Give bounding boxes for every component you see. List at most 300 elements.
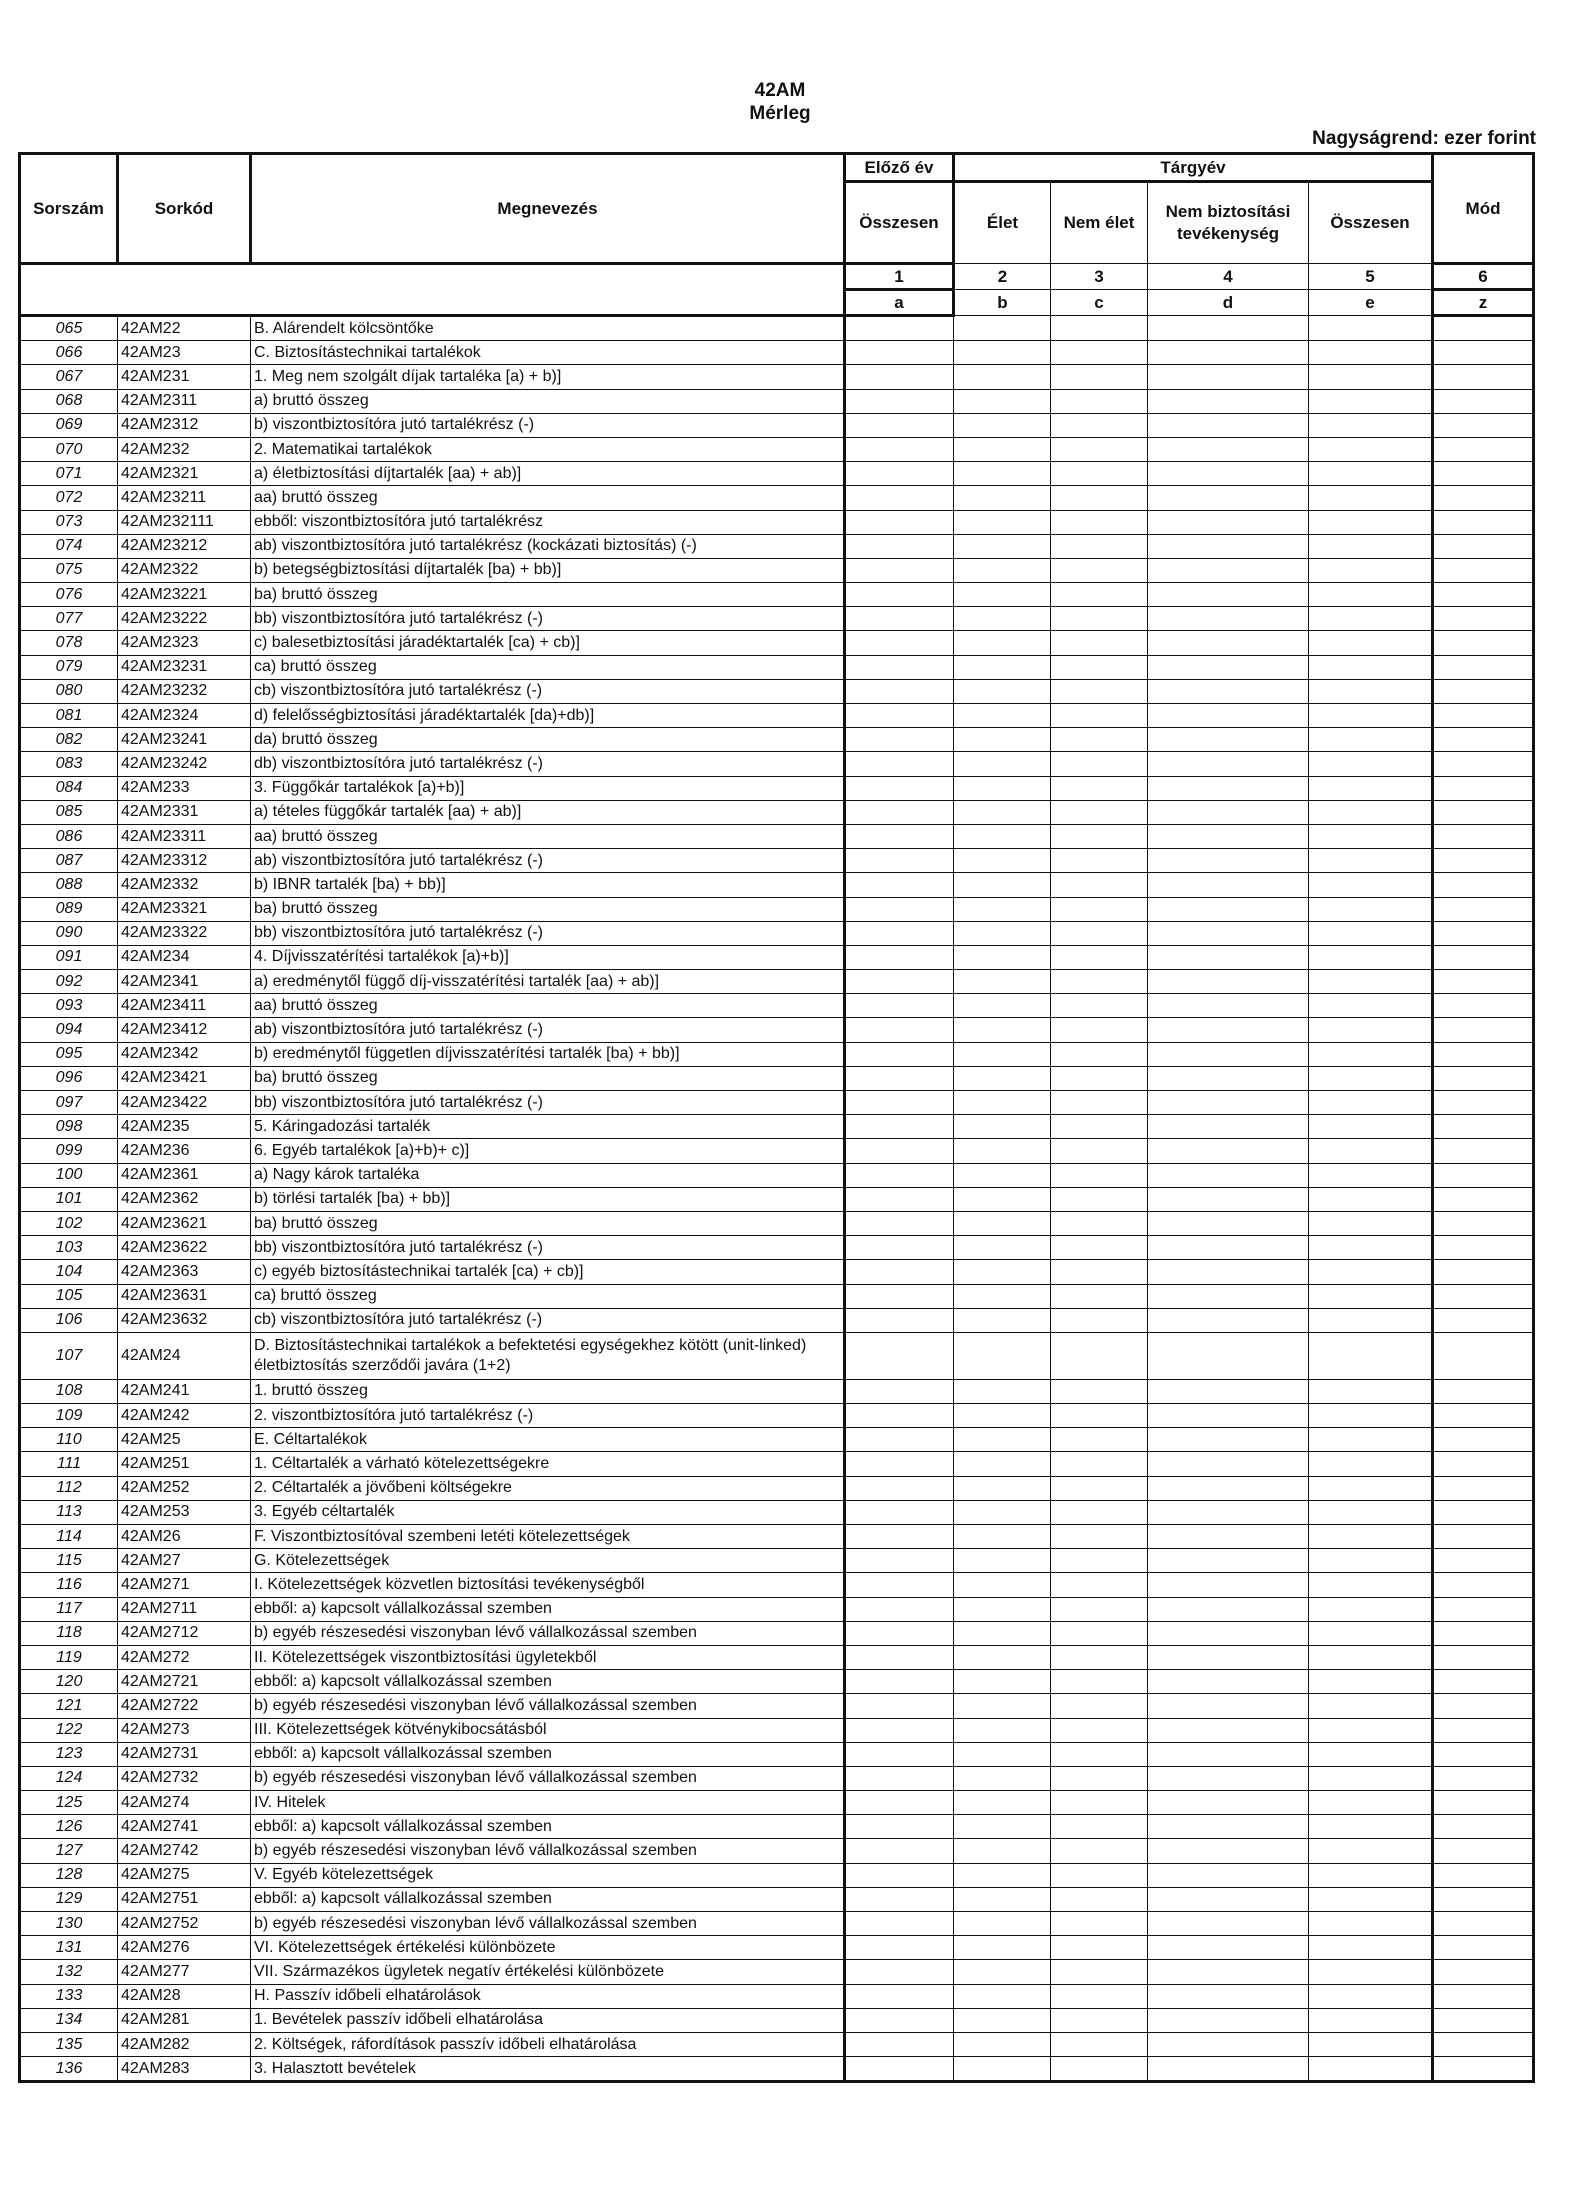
- value-total[interactable]: [1309, 1960, 1433, 1984]
- value-nonlife[interactable]: [1051, 2057, 1148, 2082]
- value-prev-total[interactable]: [845, 1525, 954, 1549]
- value-nonlife[interactable]: [1051, 897, 1148, 921]
- value-mod[interactable]: [1433, 1260, 1534, 1284]
- value-prev-total[interactable]: [845, 1766, 954, 1790]
- value-total[interactable]: [1309, 1236, 1433, 1260]
- value-nonlife[interactable]: [1051, 1597, 1148, 1621]
- value-mod[interactable]: [1433, 1042, 1534, 1066]
- value-prev-total[interactable]: [845, 994, 954, 1018]
- value-mod[interactable]: [1433, 1597, 1534, 1621]
- value-mod[interactable]: [1433, 1645, 1534, 1669]
- value-total[interactable]: [1309, 1042, 1433, 1066]
- value-nonlife[interactable]: [1051, 1404, 1148, 1428]
- value-mod[interactable]: [1433, 1573, 1534, 1597]
- value-nonlife[interactable]: [1051, 1260, 1148, 1284]
- value-mod[interactable]: [1433, 2008, 1534, 2032]
- value-life[interactable]: [954, 679, 1051, 703]
- value-life[interactable]: [954, 1645, 1051, 1669]
- value-prev-total[interactable]: [845, 607, 954, 631]
- value-total[interactable]: [1309, 1163, 1433, 1187]
- value-nonins[interactable]: [1148, 1187, 1309, 1211]
- value-prev-total[interactable]: [845, 1379, 954, 1403]
- value-total[interactable]: [1309, 728, 1433, 752]
- value-prev-total[interactable]: [845, 1260, 954, 1284]
- value-prev-total[interactable]: [845, 1549, 954, 1573]
- value-total[interactable]: [1309, 970, 1433, 994]
- value-prev-total[interactable]: [845, 1139, 954, 1163]
- value-prev-total[interactable]: [845, 800, 954, 824]
- value-mod[interactable]: [1433, 1379, 1534, 1403]
- value-nonlife[interactable]: [1051, 1042, 1148, 1066]
- value-nonlife[interactable]: [1051, 849, 1148, 873]
- value-nonlife[interactable]: [1051, 752, 1148, 776]
- value-mod[interactable]: [1433, 413, 1534, 437]
- value-nonins[interactable]: [1148, 655, 1309, 679]
- value-total[interactable]: [1309, 1766, 1433, 1790]
- value-life[interactable]: [954, 558, 1051, 582]
- value-nonlife[interactable]: [1051, 1139, 1148, 1163]
- value-life[interactable]: [954, 437, 1051, 461]
- value-nonins[interactable]: [1148, 1163, 1309, 1187]
- value-prev-total[interactable]: [845, 1718, 954, 1742]
- value-nonlife[interactable]: [1051, 1476, 1148, 1500]
- value-mod[interactable]: [1433, 1549, 1534, 1573]
- value-nonlife[interactable]: [1051, 1066, 1148, 1090]
- value-nonlife[interactable]: [1051, 341, 1148, 365]
- value-prev-total[interactable]: [845, 776, 954, 800]
- value-prev-total[interactable]: [845, 631, 954, 655]
- value-nonlife[interactable]: [1051, 1670, 1148, 1694]
- value-mod[interactable]: [1433, 704, 1534, 728]
- value-total[interactable]: [1309, 679, 1433, 703]
- value-nonins[interactable]: [1148, 2008, 1309, 2032]
- value-nonlife[interactable]: [1051, 486, 1148, 510]
- value-nonlife[interactable]: [1051, 631, 1148, 655]
- value-nonlife[interactable]: [1051, 365, 1148, 389]
- value-life[interactable]: [954, 1379, 1051, 1403]
- value-life[interactable]: [954, 389, 1051, 413]
- value-prev-total[interactable]: [845, 1936, 954, 1960]
- value-prev-total[interactable]: [845, 1187, 954, 1211]
- value-mod[interactable]: [1433, 824, 1534, 848]
- value-prev-total[interactable]: [845, 1236, 954, 1260]
- value-total[interactable]: [1309, 1863, 1433, 1887]
- value-life[interactable]: [954, 704, 1051, 728]
- value-prev-total[interactable]: [845, 1284, 954, 1308]
- value-total[interactable]: [1309, 1066, 1433, 1090]
- value-nonlife[interactable]: [1051, 1428, 1148, 1452]
- value-mod[interactable]: [1433, 1211, 1534, 1235]
- value-life[interactable]: [954, 510, 1051, 534]
- value-nonins[interactable]: [1148, 389, 1309, 413]
- value-life[interactable]: [954, 1476, 1051, 1500]
- value-total[interactable]: [1309, 655, 1433, 679]
- value-life[interactable]: [954, 462, 1051, 486]
- value-life[interactable]: [954, 1066, 1051, 1090]
- value-mod[interactable]: [1433, 728, 1534, 752]
- value-nonins[interactable]: [1148, 1718, 1309, 1742]
- value-total[interactable]: [1309, 1428, 1433, 1452]
- value-nonins[interactable]: [1148, 945, 1309, 969]
- value-mod[interactable]: [1433, 1525, 1534, 1549]
- value-nonins[interactable]: [1148, 1815, 1309, 1839]
- value-nonins[interactable]: [1148, 1139, 1309, 1163]
- value-life[interactable]: [954, 1284, 1051, 1308]
- value-prev-total[interactable]: [845, 1621, 954, 1645]
- value-nonlife[interactable]: [1051, 679, 1148, 703]
- value-nonlife[interactable]: [1051, 1379, 1148, 1403]
- value-nonlife[interactable]: [1051, 1815, 1148, 1839]
- value-nonins[interactable]: [1148, 1645, 1309, 1669]
- value-mod[interactable]: [1433, 583, 1534, 607]
- value-total[interactable]: [1309, 1912, 1433, 1936]
- value-life[interactable]: [954, 728, 1051, 752]
- value-total[interactable]: [1309, 1379, 1433, 1403]
- value-nonlife[interactable]: [1051, 1549, 1148, 1573]
- value-total[interactable]: [1309, 2057, 1433, 2082]
- value-nonins[interactable]: [1148, 1211, 1309, 1235]
- value-total[interactable]: [1309, 462, 1433, 486]
- value-prev-total[interactable]: [845, 2057, 954, 2082]
- value-mod[interactable]: [1433, 1500, 1534, 1524]
- value-total[interactable]: [1309, 752, 1433, 776]
- value-life[interactable]: [954, 1791, 1051, 1815]
- value-mod[interactable]: [1433, 1236, 1534, 1260]
- value-life[interactable]: [954, 1211, 1051, 1235]
- value-life[interactable]: [954, 752, 1051, 776]
- value-total[interactable]: [1309, 510, 1433, 534]
- value-nonins[interactable]: [1148, 1936, 1309, 1960]
- value-life[interactable]: [954, 2057, 1051, 2082]
- value-nonins[interactable]: [1148, 1404, 1309, 1428]
- value-mod[interactable]: [1433, 316, 1534, 341]
- value-life[interactable]: [954, 1308, 1051, 1332]
- value-total[interactable]: [1309, 776, 1433, 800]
- value-nonins[interactable]: [1148, 752, 1309, 776]
- value-nonlife[interactable]: [1051, 1500, 1148, 1524]
- value-prev-total[interactable]: [845, 1452, 954, 1476]
- value-prev-total[interactable]: [845, 849, 954, 873]
- value-nonins[interactable]: [1148, 1091, 1309, 1115]
- value-total[interactable]: [1309, 1645, 1433, 1669]
- value-nonins[interactable]: [1148, 316, 1309, 341]
- value-life[interactable]: [954, 607, 1051, 631]
- value-nonlife[interactable]: [1051, 413, 1148, 437]
- value-prev-total[interactable]: [845, 558, 954, 582]
- value-total[interactable]: [1309, 631, 1433, 655]
- value-nonlife[interactable]: [1051, 994, 1148, 1018]
- value-nonlife[interactable]: [1051, 1187, 1148, 1211]
- value-total[interactable]: [1309, 2032, 1433, 2056]
- value-nonlife[interactable]: [1051, 1984, 1148, 2008]
- value-nonlife[interactable]: [1051, 583, 1148, 607]
- value-mod[interactable]: [1433, 1284, 1534, 1308]
- value-mod[interactable]: [1433, 1742, 1534, 1766]
- value-nonlife[interactable]: [1051, 1115, 1148, 1139]
- value-mod[interactable]: [1433, 752, 1534, 776]
- value-nonlife[interactable]: [1051, 1525, 1148, 1549]
- value-total[interactable]: [1309, 1984, 1433, 2008]
- value-total[interactable]: [1309, 607, 1433, 631]
- value-nonlife[interactable]: [1051, 1236, 1148, 1260]
- value-mod[interactable]: [1433, 1187, 1534, 1211]
- value-nonlife[interactable]: [1051, 1742, 1148, 1766]
- value-life[interactable]: [954, 1912, 1051, 1936]
- value-nonins[interactable]: [1148, 486, 1309, 510]
- value-mod[interactable]: [1433, 2032, 1534, 2056]
- value-prev-total[interactable]: [845, 1645, 954, 1669]
- value-mod[interactable]: [1433, 437, 1534, 461]
- value-prev-total[interactable]: [845, 1960, 954, 1984]
- value-mod[interactable]: [1433, 1018, 1534, 1042]
- value-life[interactable]: [954, 824, 1051, 848]
- value-mod[interactable]: [1433, 776, 1534, 800]
- value-prev-total[interactable]: [845, 728, 954, 752]
- value-prev-total[interactable]: [845, 1428, 954, 1452]
- value-mod[interactable]: [1433, 462, 1534, 486]
- value-total[interactable]: [1309, 1260, 1433, 1284]
- value-total[interactable]: [1309, 849, 1433, 873]
- value-total[interactable]: [1309, 1115, 1433, 1139]
- value-life[interactable]: [954, 945, 1051, 969]
- value-nonins[interactable]: [1148, 970, 1309, 994]
- value-total[interactable]: [1309, 1452, 1433, 1476]
- value-mod[interactable]: [1433, 510, 1534, 534]
- value-life[interactable]: [954, 800, 1051, 824]
- value-nonins[interactable]: [1148, 583, 1309, 607]
- value-prev-total[interactable]: [845, 897, 954, 921]
- value-life[interactable]: [954, 776, 1051, 800]
- value-nonins[interactable]: [1148, 776, 1309, 800]
- value-mod[interactable]: [1433, 1452, 1534, 1476]
- value-nonins[interactable]: [1148, 1670, 1309, 1694]
- value-nonlife[interactable]: [1051, 1718, 1148, 1742]
- value-life[interactable]: [954, 1766, 1051, 1790]
- value-nonins[interactable]: [1148, 897, 1309, 921]
- value-prev-total[interactable]: [845, 824, 954, 848]
- value-life[interactable]: [954, 921, 1051, 945]
- value-life[interactable]: [954, 1428, 1051, 1452]
- value-mod[interactable]: [1433, 486, 1534, 510]
- value-nonins[interactable]: [1148, 1379, 1309, 1403]
- value-prev-total[interactable]: [845, 1573, 954, 1597]
- value-life[interactable]: [954, 316, 1051, 341]
- value-nonins[interactable]: [1148, 558, 1309, 582]
- value-prev-total[interactable]: [845, 1839, 954, 1863]
- value-mod[interactable]: [1433, 1912, 1534, 1936]
- value-total[interactable]: [1309, 389, 1433, 413]
- value-prev-total[interactable]: [845, 462, 954, 486]
- value-mod[interactable]: [1433, 849, 1534, 873]
- value-total[interactable]: [1309, 437, 1433, 461]
- value-total[interactable]: [1309, 1597, 1433, 1621]
- value-nonins[interactable]: [1148, 1428, 1309, 1452]
- value-life[interactable]: [954, 1260, 1051, 1284]
- value-nonlife[interactable]: [1051, 1839, 1148, 1863]
- value-prev-total[interactable]: [845, 1887, 954, 1911]
- value-prev-total[interactable]: [845, 341, 954, 365]
- value-nonlife[interactable]: [1051, 1308, 1148, 1332]
- value-nonins[interactable]: [1148, 1452, 1309, 1476]
- value-nonins[interactable]: [1148, 1839, 1309, 1863]
- value-nonins[interactable]: [1148, 704, 1309, 728]
- value-nonlife[interactable]: [1051, 1766, 1148, 1790]
- value-nonins[interactable]: [1148, 1573, 1309, 1597]
- value-nonlife[interactable]: [1051, 1936, 1148, 1960]
- value-nonins[interactable]: [1148, 1236, 1309, 1260]
- value-nonins[interactable]: [1148, 1549, 1309, 1573]
- value-nonins[interactable]: [1148, 1694, 1309, 1718]
- value-mod[interactable]: [1433, 1815, 1534, 1839]
- value-mod[interactable]: [1433, 1308, 1534, 1332]
- value-total[interactable]: [1309, 365, 1433, 389]
- value-prev-total[interactable]: [845, 2032, 954, 2056]
- value-nonlife[interactable]: [1051, 655, 1148, 679]
- value-prev-total[interactable]: [845, 1042, 954, 1066]
- value-nonlife[interactable]: [1051, 462, 1148, 486]
- value-nonlife[interactable]: [1051, 1791, 1148, 1815]
- value-prev-total[interactable]: [845, 679, 954, 703]
- value-prev-total[interactable]: [845, 389, 954, 413]
- value-total[interactable]: [1309, 1091, 1433, 1115]
- value-prev-total[interactable]: [845, 1500, 954, 1524]
- value-nonins[interactable]: [1148, 341, 1309, 365]
- value-mod[interactable]: [1433, 679, 1534, 703]
- value-nonins[interactable]: [1148, 800, 1309, 824]
- value-life[interactable]: [954, 1597, 1051, 1621]
- value-nonins[interactable]: [1148, 1912, 1309, 1936]
- value-prev-total[interactable]: [845, 1912, 954, 1936]
- value-prev-total[interactable]: [845, 1597, 954, 1621]
- value-prev-total[interactable]: [845, 1815, 954, 1839]
- value-mod[interactable]: [1433, 945, 1534, 969]
- value-life[interactable]: [954, 341, 1051, 365]
- value-nonins[interactable]: [1148, 1621, 1309, 1645]
- value-nonlife[interactable]: [1051, 316, 1148, 341]
- value-life[interactable]: [954, 849, 1051, 873]
- value-prev-total[interactable]: [845, 655, 954, 679]
- value-nonlife[interactable]: [1051, 1621, 1148, 1645]
- value-nonlife[interactable]: [1051, 945, 1148, 969]
- value-nonins[interactable]: [1148, 1525, 1309, 1549]
- value-nonins[interactable]: [1148, 1115, 1309, 1139]
- value-mod[interactable]: [1433, 1428, 1534, 1452]
- value-nonins[interactable]: [1148, 1308, 1309, 1332]
- value-mod[interactable]: [1433, 1332, 1534, 1379]
- value-nonins[interactable]: [1148, 1766, 1309, 1790]
- value-total[interactable]: [1309, 316, 1433, 341]
- value-prev-total[interactable]: [845, 1211, 954, 1235]
- value-nonlife[interactable]: [1051, 1091, 1148, 1115]
- value-mod[interactable]: [1433, 558, 1534, 582]
- value-prev-total[interactable]: [845, 1742, 954, 1766]
- value-nonlife[interactable]: [1051, 2032, 1148, 2056]
- value-nonins[interactable]: [1148, 437, 1309, 461]
- value-mod[interactable]: [1433, 1476, 1534, 1500]
- value-nonins[interactable]: [1148, 534, 1309, 558]
- value-nonins[interactable]: [1148, 1863, 1309, 1887]
- value-life[interactable]: [954, 1960, 1051, 1984]
- value-nonlife[interactable]: [1051, 607, 1148, 631]
- value-total[interactable]: [1309, 994, 1433, 1018]
- value-total[interactable]: [1309, 1308, 1433, 1332]
- value-nonlife[interactable]: [1051, 921, 1148, 945]
- value-total[interactable]: [1309, 873, 1433, 897]
- value-prev-total[interactable]: [845, 1091, 954, 1115]
- value-nonlife[interactable]: [1051, 1163, 1148, 1187]
- value-total[interactable]: [1309, 704, 1433, 728]
- value-prev-total[interactable]: [845, 2008, 954, 2032]
- value-nonlife[interactable]: [1051, 704, 1148, 728]
- value-nonlife[interactable]: [1051, 2008, 1148, 2032]
- value-nonlife[interactable]: [1051, 1960, 1148, 1984]
- value-mod[interactable]: [1433, 389, 1534, 413]
- value-prev-total[interactable]: [845, 1163, 954, 1187]
- value-life[interactable]: [954, 1670, 1051, 1694]
- value-nonlife[interactable]: [1051, 1332, 1148, 1379]
- value-total[interactable]: [1309, 1670, 1433, 1694]
- value-nonins[interactable]: [1148, 1742, 1309, 1766]
- value-prev-total[interactable]: [845, 704, 954, 728]
- value-mod[interactable]: [1433, 1670, 1534, 1694]
- value-total[interactable]: [1309, 1211, 1433, 1235]
- value-nonins[interactable]: [1148, 728, 1309, 752]
- value-nonins[interactable]: [1148, 1476, 1309, 1500]
- value-prev-total[interactable]: [845, 1066, 954, 1090]
- value-mod[interactable]: [1433, 1115, 1534, 1139]
- value-nonins[interactable]: [1148, 1260, 1309, 1284]
- value-life[interactable]: [954, 1839, 1051, 1863]
- value-mod[interactable]: [1433, 873, 1534, 897]
- value-life[interactable]: [954, 1452, 1051, 1476]
- value-mod[interactable]: [1433, 1887, 1534, 1911]
- value-prev-total[interactable]: [845, 921, 954, 945]
- value-nonlife[interactable]: [1051, 1912, 1148, 1936]
- value-mod[interactable]: [1433, 1791, 1534, 1815]
- value-total[interactable]: [1309, 534, 1433, 558]
- value-total[interactable]: [1309, 1018, 1433, 1042]
- value-nonlife[interactable]: [1051, 558, 1148, 582]
- value-mod[interactable]: [1433, 631, 1534, 655]
- value-total[interactable]: [1309, 1839, 1433, 1863]
- value-total[interactable]: [1309, 1332, 1433, 1379]
- value-total[interactable]: [1309, 1718, 1433, 1742]
- value-life[interactable]: [954, 1621, 1051, 1645]
- value-nonins[interactable]: [1148, 1960, 1309, 1984]
- value-nonlife[interactable]: [1051, 510, 1148, 534]
- value-total[interactable]: [1309, 486, 1433, 510]
- value-total[interactable]: [1309, 1742, 1433, 1766]
- value-mod[interactable]: [1433, 1163, 1534, 1187]
- value-total[interactable]: [1309, 1404, 1433, 1428]
- value-nonlife[interactable]: [1051, 389, 1148, 413]
- value-nonins[interactable]: [1148, 510, 1309, 534]
- value-nonins[interactable]: [1148, 631, 1309, 655]
- value-life[interactable]: [954, 970, 1051, 994]
- value-total[interactable]: [1309, 583, 1433, 607]
- value-nonlife[interactable]: [1051, 437, 1148, 461]
- value-nonins[interactable]: [1148, 994, 1309, 1018]
- value-nonlife[interactable]: [1051, 1573, 1148, 1597]
- value-prev-total[interactable]: [845, 1332, 954, 1379]
- value-nonins[interactable]: [1148, 1791, 1309, 1815]
- value-nonins[interactable]: [1148, 1597, 1309, 1621]
- value-mod[interactable]: [1433, 1960, 1534, 1984]
- value-mod[interactable]: [1433, 1766, 1534, 1790]
- value-total[interactable]: [1309, 1549, 1433, 1573]
- value-life[interactable]: [954, 1115, 1051, 1139]
- value-total[interactable]: [1309, 558, 1433, 582]
